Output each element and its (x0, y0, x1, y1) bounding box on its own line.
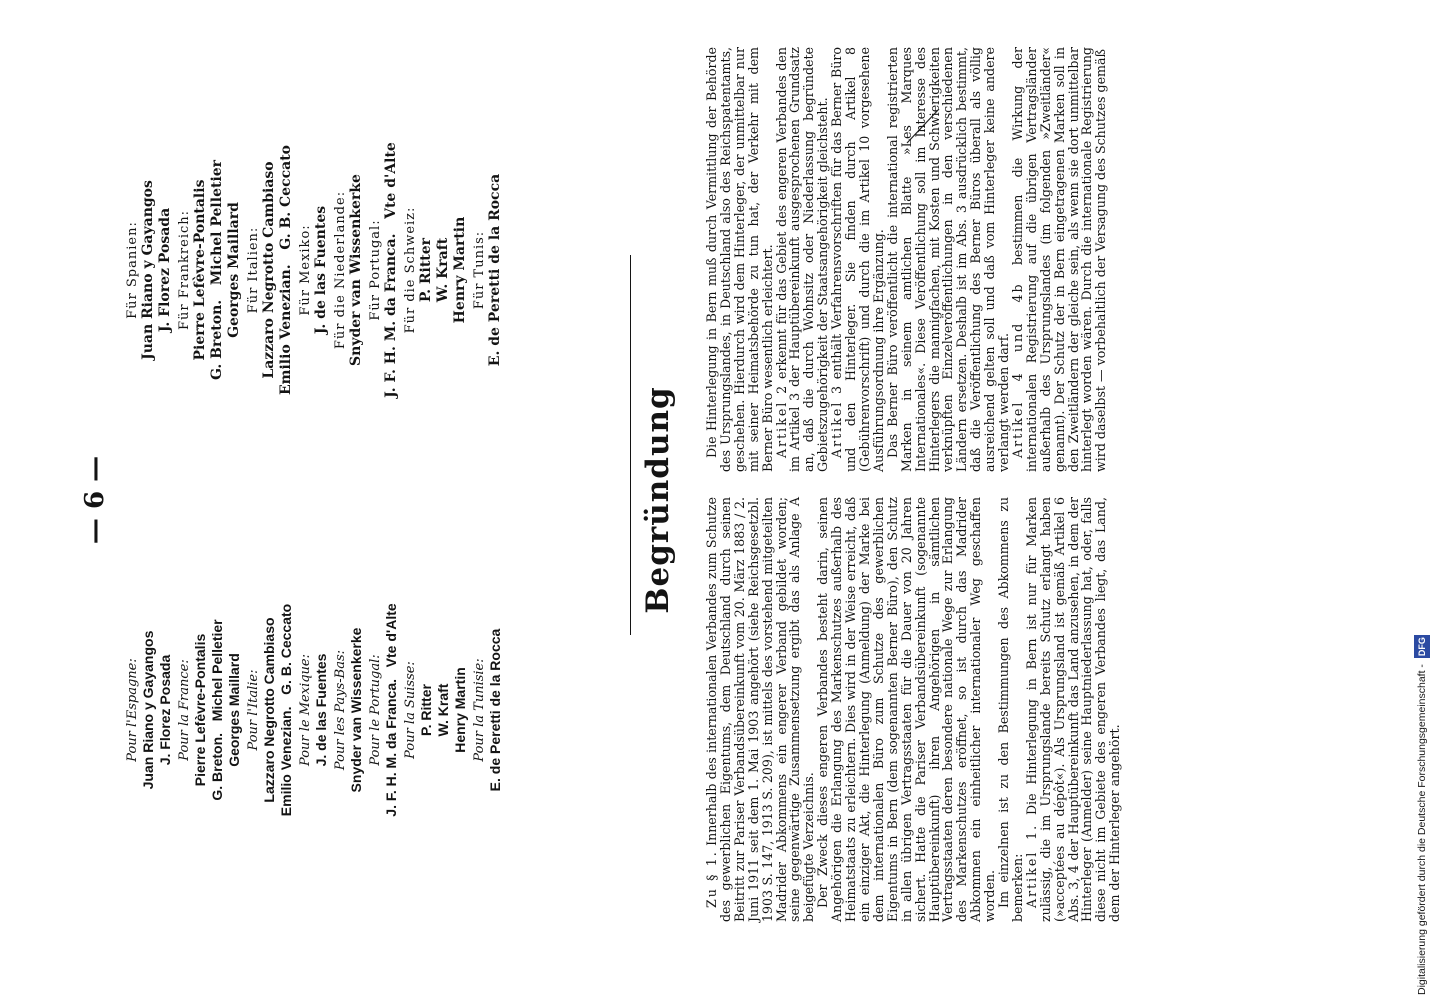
signatory-name: Lazzaro Negrotto Cambiaso (261, 161, 277, 379)
signatory-name: G. Breton. Michel Pelletier (209, 619, 225, 801)
signatory-name: Emilio Venezian. G. B. Ceccato (278, 603, 294, 817)
signatory-name: Emilio Venezian. G. B. Ceccato (278, 145, 294, 395)
signature-group (403, 60, 469, 480)
country-label: Pour la France: (177, 659, 192, 761)
signatory-name: Lazzaro Negrotto Cambiaso (261, 617, 277, 803)
signature-group (246, 60, 295, 480)
country-label: Pour l'Espagne: (125, 658, 140, 762)
signatory-name: Pierre Lefèvre-Pontalis (192, 633, 208, 787)
signatures-german (125, 60, 507, 480)
signature-group (368, 60, 400, 480)
signatory-name: Georges Maillard (226, 653, 242, 767)
country-label: Für Portugal: (368, 219, 383, 321)
page-number: — 6 — (80, 455, 110, 545)
paragraph: Zu § 1. Innerhalb des internationalen Verbandes zum Schutze des gewerblichen Eigentums, dem Deutschland durch seinen Beitritt zur Pariser Verbandsübereinkunft vom 20. März 1883 / 2. Juni 1911 seit dem 1. Mai 1903 angehört (siehe Reichsgesetzbl. 1903 S. 147, 1913 S. 209), ist mittels des vorstehend mitgeteilten Madrider Abkommens ein engerer Verband gebildet worden; seine gegenwärtige Zusammensetzung ergibt das als Anlage A beigefügte Verzeichnis. (704, 497, 817, 922)
dfg-logo-icon: DFG (1414, 635, 1430, 658)
signature-group (472, 60, 504, 480)
signatory-name: J. de las Fuentes (313, 205, 329, 335)
paragraph: Der Zweck dieses engeren Verbandes besteht darin, seinen Angehörigen die Erlangung des Markenschutzes außerhalb des Heimatstaats zu erleichtern. Dies wird in der Weise erreicht, daß ein einziger Akt, die Hinterlegung (Anmeldung) der Marke bei dem internationalen Büro zum Schutze des gewerblichen Eigentums in Bern (dem sogenannten Berner Büro), den Schutz in allen übrigen Vertragsstaaten für die Dauer von 20 Jahren sichert. Hatte die Pariser Verbandsübereinkunft (sogenannte Hauptübereinkunft) ihren Angehörigen in sämtlichen Vertragsstaaten deren besondere nationale Wege zur Erlangung des Markenschutzes eröffnet, so ist durch das Madrider Abkommen ein einheitlicher internationaler Weg geschaffen worden. (815, 497, 998, 922)
paragraph: Das Berner Büro veröffentlicht die international registrierten Marken in seinem amtlichen Blatte »Les Marques Internationales«. Diese Veröffentlichung soll im Interesse des Hinterlegers die mannigfachen, mit Kosten und Schwierigkeiten verknüpften Einzelveröffentlichungen in den verschiedenen Ländern ersetzen. Deshalb ist im Abs. 3 ausdrücklich bestimmt, daß die Veröffentlichung des Berner Büros überall als völlig ausreichend gelten soll und daß vom Hinterleger keine andere verlangt werden darf. (884, 47, 1012, 472)
signatory-name: Georges Maillard (226, 202, 242, 338)
signatory-name: P. Ritter (418, 684, 434, 736)
pencil-mark (905, 105, 945, 145)
signature-group (403, 500, 469, 920)
signatory-name: Snyder van Wissenkerke (348, 627, 364, 793)
country-label: Für Spanien: (125, 221, 140, 319)
country-label: Für Tunis: (472, 230, 487, 310)
heading-begruendung: Begründung (640, 386, 676, 614)
country-label: Für Frankreich: (177, 209, 192, 331)
signatory-name: P. Ritter (418, 237, 434, 303)
signature-group (333, 500, 365, 920)
signatory-name: E. de Peretti de la Rocca (487, 628, 503, 792)
country-label: Für die Niederlande: (333, 190, 348, 350)
paragraph: Die Hinterlegung in Bern muß durch Vermittlung der Behörde des Ursprungslandes, in Deutschland also des Reichspatentamts, geschehen. Hierdurch wird dem Hinterleger, der unmittelbar nur mit seiner Heimatsbehörde zu tun hat, der Verkehr mit dem Berner Büro wesentlich erleichtert. (704, 47, 775, 472)
signatory-name: J. Florez Posada (157, 207, 173, 333)
signature-group (246, 500, 295, 920)
signatory-name: Henry Martin (452, 216, 468, 324)
signature-group (298, 500, 330, 920)
credit-text: Digitalisierung gefördert durch die Deutsche Forschungsgemeinschaft - (1416, 664, 1428, 995)
country-label: Pour le Mexique: (298, 654, 313, 767)
signatory-name: J. F. H. M. da Franca. Vte d'Alte (383, 603, 399, 817)
signatory-name: J. de las Fuentes (313, 653, 329, 767)
country-label: Für Mexiko: (298, 224, 313, 316)
signature-group (125, 500, 174, 920)
signature-group (177, 60, 243, 480)
signatory-name: J. F. H. M. da Franca. Vte d'Alte (383, 142, 399, 398)
paragraph: Artikel 3 enthält Verfahrensvorschriften für das Berner Büro und den Hinterleger. Sie finden durch Artikel 8 (Gebührenvorschrift) und durch die im Artikel 10 vorgesehene Ausführungsordnung ihre Ergänzung. (829, 47, 886, 472)
country-label: Pour les Pays-Bas: (333, 649, 348, 771)
paragraph: Artikel 4 und 4b bestimmen die Wirkung der internationalen Registrierung auf die übrigen Vertragsländer außerhalb des Ursprungslandes (im folgenden »Zweitländer« genannt). Der Schutz der in Bern eingetragenen Marken soll in den Zweitländern der gleiche sein, als wenn sie dort unmittelbar hinterlegt worden wären. Durch die internationale Registrierung wird daselbst — vorbehaltlich der Versagung des Schutzes gemäß (1009, 47, 1109, 472)
signatory-name: Henry Martin (452, 667, 468, 753)
signatory-name: Juan Riano y Gayangos (140, 630, 156, 790)
signature-group (177, 500, 243, 920)
signatory-name: W. Kraft (435, 237, 451, 303)
signature-group (298, 60, 330, 480)
signature-group (333, 60, 365, 480)
country-label: Für Italien: (246, 226, 261, 314)
signatory-name: Juan Riano y Gayangos (140, 180, 156, 360)
paragraph: Im einzelnen ist zu den Bestimmungen des Abkommens zu bemerken: (996, 497, 1025, 922)
country-label: Pour l'Italie: (246, 669, 261, 751)
left-column (705, 497, 1122, 922)
separator-rule (630, 255, 631, 635)
signature-group (472, 500, 504, 920)
country-label: Für die Schweiz: (403, 206, 418, 334)
country-label: Pour la Suisse: (403, 661, 418, 759)
signature-group (368, 500, 400, 920)
signatory-name: E. de Peretti de la Rocca (487, 173, 503, 367)
paragraph: Artikel 1. Die Hinterlegung in Bern ist nur für Marken zulässig, die im Ursprungslande bereits Schutz erlangt haben (»acceptées au dépôt«). Als Ursprungsland ist gemäß Artikel 6 Abs. 3, 4 der Hauptübereinkunft das Land anzusehen, in dem der Hinterleger (Anmelder) seine Hauptniederlassung hat, oder, falls diese nicht im Gebiete des engeren Verbandes liegt, das Land, dem der Hinterleger angehört. (1023, 497, 1123, 922)
signatory-name: W. Kraft (435, 683, 451, 737)
signatory-name: J. Florez Posada (157, 654, 173, 766)
signatory-name: G. Breton. Michel Pelletier (209, 159, 225, 381)
signatures-french (125, 500, 507, 920)
paragraph: Artikel 2 erkennt für das Gebiet des engeren Verbandes den im Artikel 3 der Hauptübereinkunft ausgesprochenen Grundsatz an, daß die durch Wohnsitz oder Niederlassung begründete Gebietszugehörigkeit der Staatsangehörigkeit gleichsteht. (773, 47, 831, 472)
digitization-credit (1414, 20, 1430, 995)
country-label: Pour la Tunisie: (472, 658, 487, 762)
signatory-name: Snyder van Wissenkerke (348, 174, 364, 366)
signature-group (125, 60, 174, 480)
country-label: Pour le Portugal: (368, 654, 383, 766)
signatory-name: Pierre Lefèvre-Pontalis (192, 179, 208, 361)
